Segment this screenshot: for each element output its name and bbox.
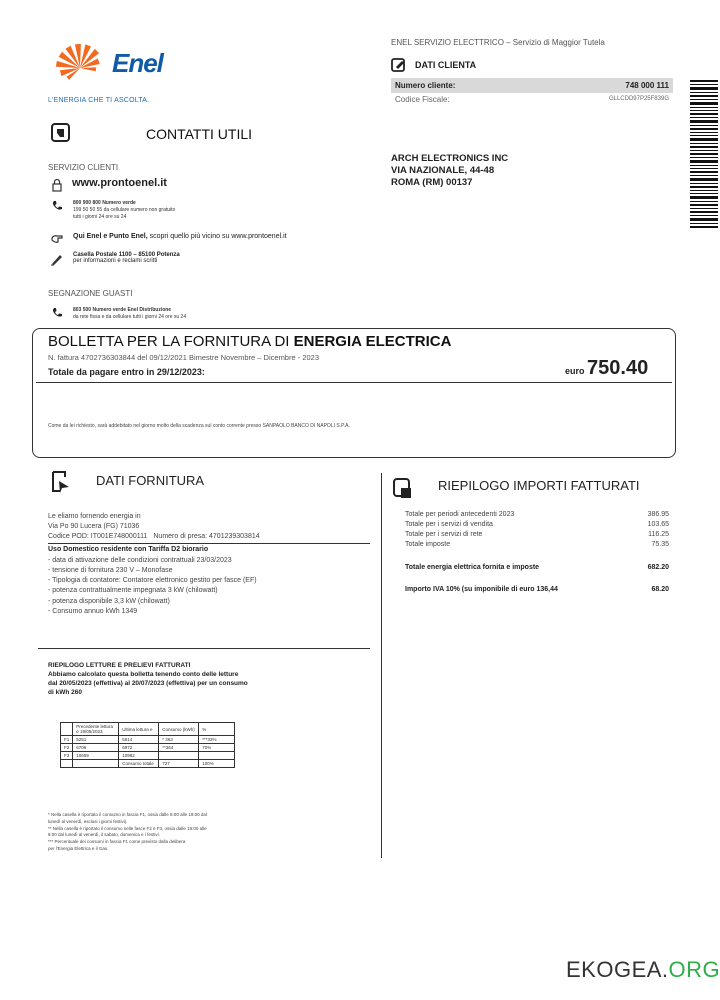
supply-detail: - data di attivazione delle condizioni contrattuali 23/03/2023 [48, 557, 232, 564]
client-data-box [391, 52, 673, 105]
supply-address [48, 512, 370, 542]
enel-point-bold: Qui Enel e Punto Enel, [73, 233, 148, 240]
footnote: * Nella casella è riportato il consumo in fascia F1, ossia dalle 8:00 alle 19:00 dal [48, 812, 207, 817]
supply-detail: - potenza contrattualmente impegnata 3 kW (chilowatt) [48, 587, 218, 595]
bill-title [48, 333, 451, 350]
amount-value: 103.65 [647, 521, 669, 529]
customer-service-phones [73, 200, 175, 220]
footnote: ** Nella casella è riportato il consumo nelle fasce F2 e F3, ossia dalle 19:00 alle [48, 825, 207, 831]
amount-value: 75.35 [651, 541, 669, 549]
customer-city: ROMA (RM) 00137 [391, 176, 473, 188]
fiscal-code-value: GLLCDD97P25F839G [608, 96, 669, 102]
billing-amounts [405, 510, 669, 595]
vat-value: 68.20 [651, 585, 669, 593]
currency-label: euro [565, 366, 585, 376]
amount-label: Totale per i servizi di rete [405, 531, 483, 539]
footnote: lunedì al venerdì, esclusi i giorni festivi). [48, 818, 128, 824]
table-row [61, 752, 235, 760]
table-row [61, 744, 235, 752]
bill-divider [36, 382, 672, 383]
table-header: Consumo (kWh) [159, 723, 199, 736]
barcode [690, 80, 718, 230]
invoice-number-line: N. fattura 4702736303844 del 09/12/2021 Bimestre Novembre – Dicembre - 2023 [48, 353, 319, 362]
supply-data-title: DATI FORNITURA [96, 473, 205, 488]
enel-point-info [73, 233, 287, 240]
contacts-title: CONTATTI UTILI [146, 126, 253, 142]
footnote: per l'Energia Elettrica e il Gas. [48, 845, 109, 851]
table-cell: F1 [61, 736, 73, 744]
fault-report-phones [73, 307, 186, 321]
client-title: DATI CLIENTA [415, 60, 477, 70]
casella-line2: per informazioni e reclami scritti [73, 258, 158, 264]
brand-main: EKOGEA. [566, 957, 669, 982]
readings-divider [38, 648, 370, 649]
customer-service-label: SERVIZIO CLIENTI [48, 163, 119, 172]
supply-line1: Le eliamo fornendo energia in [48, 513, 141, 520]
table-cell [61, 760, 73, 768]
billing-summary-title: RIEPILOGO IMPORTI FATTURATI [438, 478, 640, 493]
supply-detail: - potenza disponibile 3,3 kW (chilowatt) [48, 597, 170, 605]
total-energy-label: Totale energia elettrica fornita e imposte [405, 563, 540, 571]
tagline: L'ENERGIA CHE TI ASCOLTA. [48, 97, 150, 104]
table-cell: 5614 [119, 736, 159, 744]
table-cell: 10982 [119, 752, 159, 760]
total-amount-value: 750.40 [587, 357, 649, 379]
table-header: Ultima lettura e [119, 723, 159, 736]
phone1-line3: tutti i giorni 24 ore su 24 [73, 213, 127, 220]
table-cell [73, 760, 119, 768]
list-item [405, 530, 669, 540]
table-header: Precedente lettura e 19/05/2023 [73, 723, 119, 736]
presa-number: Numero di presa: 4701239303814 [153, 533, 260, 541]
hand-pointer-icon [50, 231, 64, 245]
table-header [61, 723, 73, 736]
table-header: % [199, 723, 235, 736]
vat-label: Importo IVA 10% (su imponibile di euro 136,44 [405, 585, 558, 593]
brand-org: ORG [668, 957, 720, 982]
customer-street: VIA NAZIONALE, 44-48 [391, 164, 495, 176]
client-card-icon [391, 57, 407, 73]
casella-line1: Casella Postale 1100 – 85100 Potenza [73, 252, 180, 258]
table-cell: 6706 [73, 744, 119, 752]
billing-summary-icon [392, 476, 414, 500]
mail-pen-icon [50, 252, 64, 266]
total-energy-row [405, 563, 669, 573]
table-row [61, 736, 235, 744]
amount-value: 386.95 [647, 511, 669, 518]
supply-details-list [48, 556, 257, 617]
fiscal-code-label: Codice Fiscale: [395, 94, 450, 104]
supply-data-icon [50, 470, 72, 494]
website-link[interactable]: www.prontoenel.it [72, 177, 167, 189]
readings-line1: Abbiamo calcolato questa bolletta tenendo conto delle letture [48, 671, 239, 679]
tariff-usage: Uso Domestico residente con Tariffa D2 biorario [48, 546, 209, 553]
logo-text: Enel [112, 48, 163, 78]
list-item [405, 520, 669, 530]
readings-footnotes [48, 812, 378, 853]
table-cell: 727 [159, 760, 199, 768]
table-cell: * 363 [159, 736, 199, 744]
phone-icon [50, 306, 64, 320]
readings-table [60, 722, 235, 768]
vat-row [405, 585, 669, 595]
amount-value: 116.25 [648, 531, 669, 539]
customer-name: ARCH ELECTRONICS INC [391, 153, 509, 164]
table-cell: 6972 [119, 744, 159, 752]
column-divider [381, 473, 382, 858]
supply-detail: - Consumo annuo kWh 1349 [48, 607, 138, 615]
customer-address [391, 153, 508, 189]
table-row [61, 760, 235, 768]
footnote: *** Percentuale dei consumi in fascia F1 come previsto dalla delibera [48, 839, 186, 844]
table-cell: 10609 [73, 752, 119, 760]
table-cell: 100% [199, 760, 235, 768]
table-cell: 70% [199, 744, 235, 752]
enel-point-rest: scopri quello più vicino su www.prontoenel.it [147, 233, 287, 240]
lock-icon [50, 178, 64, 192]
contacts-icon [50, 122, 72, 144]
table-cell: Consumo totale [119, 760, 159, 768]
total-due-amount [565, 357, 648, 380]
list-item [405, 510, 669, 520]
pod-row [48, 532, 370, 542]
watermark-brand [566, 957, 720, 983]
bill-title-bold: ENERGIA ELECTRICA [293, 333, 452, 350]
table-cell [199, 752, 235, 760]
pod-code: Codice POD: IT001E748000111 [48, 533, 148, 541]
table-cell [159, 752, 199, 760]
client-number-row [391, 78, 673, 93]
total-energy-value: 682.20 [647, 563, 669, 571]
phone1-line2: 199 50 50 55 da cellulare numero non gratuito [73, 206, 176, 213]
postal-box-info [73, 252, 180, 264]
footnote: 8:00 dal lunedì al venerdì, il sabato, domenica e i festivi. [48, 832, 160, 838]
client-number-label: Numero cliente: [395, 81, 456, 90]
client-number-value: 748 000 111 [625, 81, 669, 90]
table-cell: F3 [61, 752, 73, 760]
fiscal-code-row [391, 93, 673, 105]
readings-line2: dal 20/05/2023 (effettiva) al 20/07/2023 (effettiva) per un consumo [48, 680, 248, 688]
table-cell: F2 [61, 744, 73, 752]
amount-label: Totale per periodi antecedenti 2023 [405, 511, 515, 518]
amount-label: Totale imposte [405, 541, 451, 549]
table-cell: 5251 [73, 736, 119, 744]
amount-label: Totale per i servizi di vendita [405, 521, 493, 529]
service-title: ENEL SERVIZIO ELECTTRICO – Servizio di Maggior Tutela [391, 38, 605, 47]
phone1-line1: 800 900 800 Numero verde [73, 200, 136, 206]
total-due-label: Totale da pagare entro in 29/12/2023: [48, 367, 205, 377]
readings-line3: di kWh 260 [48, 689, 82, 697]
supply-divider [48, 543, 370, 544]
direct-debit-note: Come da lei richiesto, sarà addebitato nel giorno molto della scadenza sul conto corrente presso SANPAOLO BANCO DI NAPOLI S.P.A. [48, 423, 350, 429]
list-item [405, 540, 669, 550]
supply-detail: - Tipologia di contatore: Contatore elettronico gestito per fasce (EF) [48, 577, 257, 585]
fault-report-label: SEGNAZIONE GUASTI [48, 289, 133, 298]
phone-icon [50, 199, 64, 213]
table-cell: **364 [159, 744, 199, 752]
table-header-row [61, 723, 235, 736]
readings-summary [48, 661, 358, 697]
table-cell: ***33% [199, 736, 235, 744]
supply-detail: - tensione di fornitura 230 V – Monofase [48, 567, 173, 575]
readings-title: RIEPILOGO LETTURE E PRELIEVI FATTURATI [48, 662, 191, 669]
phone2-line1: 803 500 Numero verde Enel Distribuzione [73, 307, 172, 313]
supply-line2: Via Po 90 Lucera (FG) 71036 [48, 523, 140, 531]
phone2-line2: da rete fissa e da cellulare tutti i giorni 24 ore su 24 [73, 313, 187, 320]
bill-title-plain: BOLLETTA PER LA FORNITURA DI [48, 333, 294, 350]
